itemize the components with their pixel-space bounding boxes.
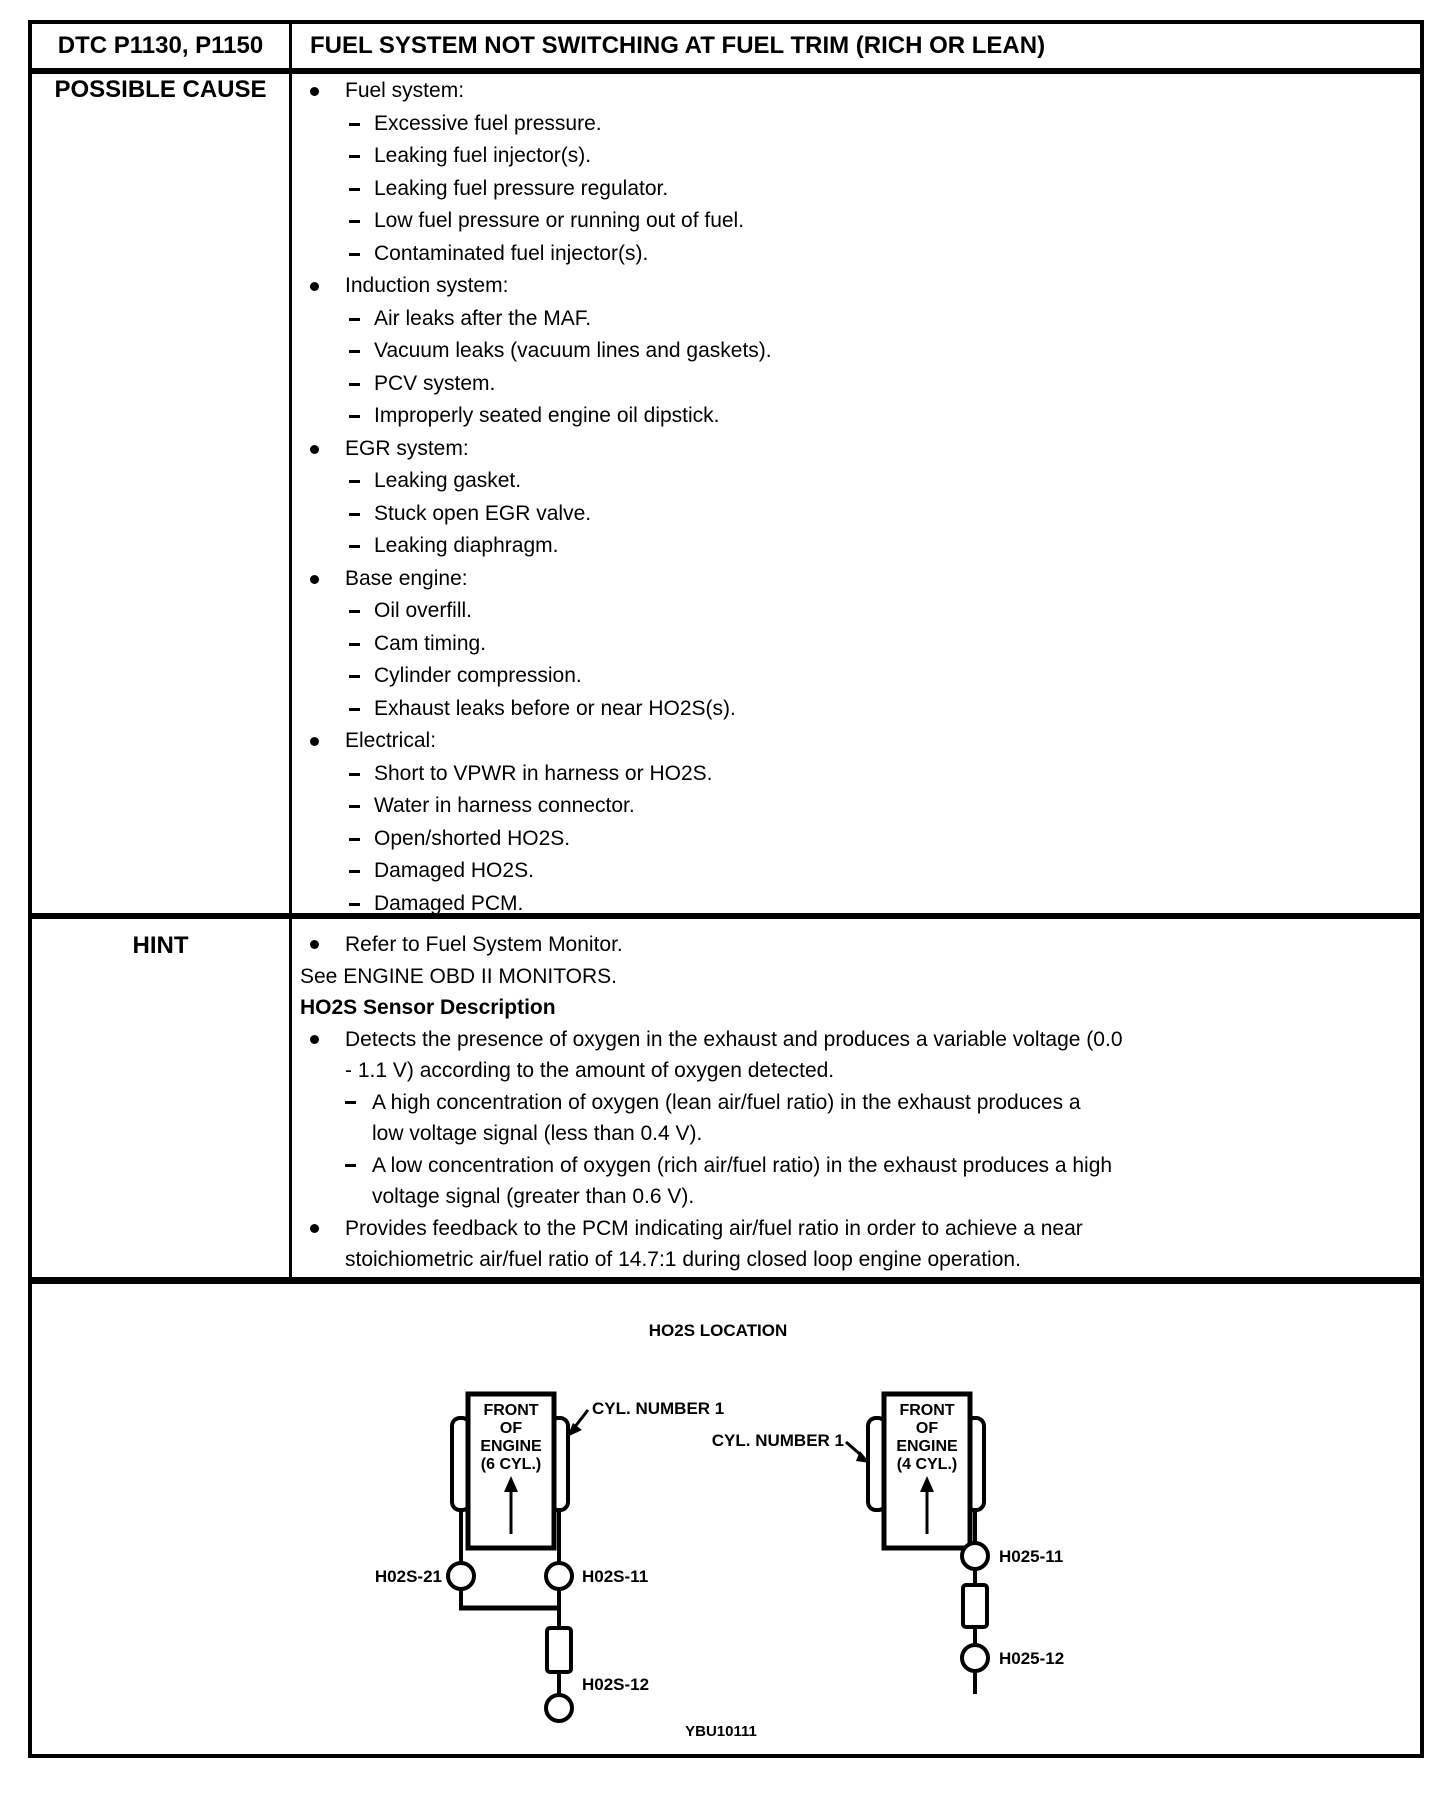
cause-group-title: Fuel system: bbox=[345, 79, 465, 102]
cause-item-text: Cam timing. bbox=[374, 631, 487, 655]
cause-item bbox=[293, 173, 1418, 206]
dash-icon bbox=[349, 480, 360, 483]
dash-icon bbox=[349, 708, 360, 711]
cause-item-text: Excessive fuel pressure. bbox=[374, 111, 602, 135]
hint-text: stoichiometric air/fuel ratio of 14.7:1 during closed loop engine operation. bbox=[345, 1248, 1021, 1271]
hint-text: Provides feedback to the PCM indicating air/fuel ratio in order to achieve a near bbox=[345, 1216, 1083, 1240]
cause-item-text: Exhaust leaks before or near HO2S(s). bbox=[374, 696, 736, 720]
cause-item bbox=[293, 595, 1418, 628]
hint-line bbox=[293, 1055, 1428, 1087]
bullet-icon bbox=[310, 1035, 319, 1044]
dash-icon bbox=[349, 318, 360, 321]
cause-item bbox=[293, 693, 1418, 726]
sensor-h025-11 bbox=[962, 1543, 988, 1569]
cause-item bbox=[293, 855, 1418, 888]
engine-box-text: ENGINE bbox=[896, 1438, 958, 1455]
cause-item-text: Water in harness connector. bbox=[374, 794, 635, 817]
engine-box-text: FRONT bbox=[899, 1402, 955, 1419]
sensor-label-h025-11: H025-11 bbox=[999, 1547, 1064, 1566]
dash-icon bbox=[349, 155, 360, 158]
dash-icon bbox=[345, 1164, 356, 1167]
cause-item bbox=[293, 238, 1418, 271]
hint-text: low voltage signal (less than 0.4 V). bbox=[372, 1122, 703, 1145]
cause-group bbox=[293, 563, 1418, 596]
engine-box-text: OF bbox=[915, 1420, 939, 1437]
dash-icon bbox=[345, 1101, 356, 1104]
hint-line bbox=[293, 1087, 1428, 1119]
cause-item bbox=[293, 140, 1418, 173]
hint-line bbox=[293, 1118, 1428, 1150]
hint-line bbox=[293, 961, 1428, 993]
hint-line bbox=[293, 1244, 1428, 1276]
bullet-icon bbox=[310, 575, 319, 584]
hint-text: Refer to Fuel System Monitor. bbox=[345, 933, 623, 956]
engine-box-text: (4 CYL.) bbox=[896, 1456, 958, 1473]
cause-group bbox=[293, 270, 1418, 303]
cause-group-title: Base engine: bbox=[345, 566, 468, 590]
cause-item bbox=[293, 790, 1418, 823]
cause-item-text: PCV system. bbox=[374, 371, 496, 395]
dash-icon bbox=[349, 188, 360, 191]
cause-group-title: EGR system: bbox=[345, 436, 469, 460]
cause-item-text: Contaminated fuel injector(s). bbox=[374, 241, 649, 265]
bullet-icon bbox=[310, 940, 319, 949]
header-row-separator bbox=[32, 68, 1420, 74]
dash-icon bbox=[349, 220, 360, 223]
cause-group bbox=[293, 433, 1418, 466]
cause-item-text: Cylinder compression. bbox=[374, 664, 582, 687]
sensor-h02s-12 bbox=[546, 1695, 572, 1721]
dash-icon bbox=[349, 643, 360, 646]
bullet-icon bbox=[310, 737, 319, 746]
sensor-connector-block bbox=[547, 1628, 571, 1672]
hint-line bbox=[293, 929, 1428, 961]
cause-group bbox=[293, 75, 1418, 108]
possible-cause-label: POSSIBLE CAUSE bbox=[54, 76, 267, 103]
sensor-label-h02s-21: H02S-21 bbox=[374, 1567, 442, 1586]
hint-text: voltage signal (greater than 0.6 V). bbox=[372, 1185, 695, 1208]
dtc-table bbox=[28, 20, 1424, 1758]
cause-item-text: Leaking diaphragm. bbox=[374, 534, 559, 557]
sensor-label-h02s-12: H02S-12 bbox=[582, 1675, 650, 1694]
cause-item bbox=[293, 888, 1418, 921]
hint-text: Detects the presence of oxygen in the exhaust and produces a variable voltage (0.0 bbox=[345, 1027, 1123, 1051]
dash-icon bbox=[349, 545, 360, 548]
cause-item-text: Damaged HO2S. bbox=[374, 859, 534, 882]
dash-icon bbox=[349, 903, 360, 906]
cause-item bbox=[293, 628, 1418, 661]
cause-item bbox=[293, 108, 1418, 141]
hint-row-separator bbox=[32, 1277, 1420, 1284]
engine-diagram-6cyl bbox=[375, 1394, 724, 1721]
cause-item-text: Short to VPWR in harness or HO2S. bbox=[374, 761, 713, 785]
engine-box-text: OF bbox=[499, 1420, 523, 1437]
cause-item-text: Improperly seated engine oil dipstick. bbox=[374, 404, 720, 427]
engine-box-text: ENGINE bbox=[480, 1438, 542, 1455]
cause-item-text: Vacuum leaks (vacuum lines and gaskets). bbox=[374, 339, 772, 362]
cause-item-text: Oil overfill. bbox=[374, 599, 473, 622]
dash-icon bbox=[349, 838, 360, 841]
cause-item bbox=[293, 335, 1418, 368]
cause-item bbox=[293, 823, 1418, 856]
cause-item-text: Stuck open EGR valve. bbox=[374, 501, 592, 525]
engine-diagram-4cyl bbox=[712, 1394, 1064, 1694]
dash-icon bbox=[349, 415, 360, 418]
engine-box-text: (6 CYL.) bbox=[480, 1456, 542, 1473]
dash-icon bbox=[349, 123, 360, 126]
ho2s-location-diagram bbox=[32, 1284, 1420, 1754]
cause-item bbox=[293, 400, 1418, 433]
dash-icon bbox=[349, 805, 360, 808]
cause-item bbox=[293, 530, 1418, 563]
sensor-h02s-11 bbox=[546, 1563, 572, 1589]
cause-item-text: Air leaks after the MAF. bbox=[374, 306, 592, 330]
dash-icon bbox=[349, 253, 360, 256]
hint-line bbox=[293, 1024, 1428, 1056]
bullet-icon bbox=[310, 1224, 319, 1233]
diagram-title: HO2S LOCATION bbox=[648, 1321, 788, 1340]
hint-label: HINT bbox=[132, 932, 189, 959]
dtc-code: DTC P1130, P1150 bbox=[57, 32, 264, 59]
cause-item bbox=[293, 758, 1418, 791]
cause-group bbox=[293, 725, 1418, 758]
bullet-icon bbox=[310, 87, 319, 96]
cause-item bbox=[293, 660, 1418, 693]
cause-item-text: Damaged PCM. bbox=[374, 891, 524, 915]
hint-content bbox=[293, 929, 1428, 1276]
diagram-caption: YBU10111 bbox=[685, 1723, 757, 1740]
hint-heading: HO2S Sensor Description bbox=[300, 996, 556, 1019]
bullet-icon bbox=[310, 282, 319, 291]
hint-text: A low concentration of oxygen (rich air/fuel ratio) in the exhaust produces a high bbox=[372, 1153, 1113, 1177]
dtc-title: FUEL SYSTEM NOT SWITCHING AT FUEL TRIM (RICH OR LEAN) bbox=[310, 32, 1046, 59]
cause-item bbox=[293, 205, 1418, 238]
sensor-label-h02s-11: H02S-11 bbox=[582, 1567, 649, 1586]
hint-line bbox=[293, 1181, 1428, 1213]
cause-group-title: Electrical: bbox=[345, 729, 437, 752]
dash-icon bbox=[349, 870, 360, 873]
cyl-number-1-callout: CYL. NUMBER 1 bbox=[711, 1431, 844, 1450]
hint-text: A high concentration of oxygen (lean air/fuel ratio) in the exhaust produces a bbox=[372, 1090, 1081, 1114]
possible-cause-content bbox=[293, 75, 1418, 920]
dash-icon bbox=[349, 675, 360, 678]
dash-icon bbox=[349, 773, 360, 776]
hint-text: See ENGINE OBD II MONITORS. bbox=[300, 964, 618, 988]
dash-icon bbox=[349, 350, 360, 353]
dash-icon bbox=[349, 383, 360, 386]
cause-item-text: Leaking fuel pressure regulator. bbox=[374, 176, 669, 200]
cyl-number-1-callout: CYL. NUMBER 1 bbox=[592, 1399, 725, 1418]
cause-item-text: Low fuel pressure or running out of fuel. bbox=[374, 209, 745, 232]
bullet-icon bbox=[310, 445, 319, 454]
cause-item bbox=[293, 498, 1418, 531]
hint-line bbox=[293, 1150, 1428, 1182]
sensor-h025-12 bbox=[962, 1645, 988, 1671]
hint-text: - 1.1 V) according to the amount of oxygen detected. bbox=[345, 1059, 835, 1082]
cause-item bbox=[293, 303, 1418, 336]
sensor-label-h025-12: H025-12 bbox=[999, 1649, 1065, 1668]
cause-item bbox=[293, 465, 1418, 498]
sensor-h02s-21 bbox=[448, 1563, 474, 1589]
cause-item-text: Open/shorted HO2S. bbox=[374, 826, 571, 850]
cause-item-text: Leaking fuel injector(s). bbox=[374, 144, 592, 167]
cause-group-title: Induction system: bbox=[345, 274, 509, 297]
hint-line bbox=[293, 1213, 1428, 1245]
sensor-connector-block bbox=[963, 1585, 987, 1627]
engine-box-text: FRONT bbox=[483, 1402, 539, 1419]
cause-item-text: Leaking gasket. bbox=[374, 469, 522, 492]
dash-icon bbox=[349, 610, 360, 613]
cause-item bbox=[293, 368, 1418, 401]
callout-arrow-icon bbox=[567, 1410, 588, 1437]
dash-icon bbox=[349, 513, 360, 516]
column-divider bbox=[289, 24, 292, 1284]
